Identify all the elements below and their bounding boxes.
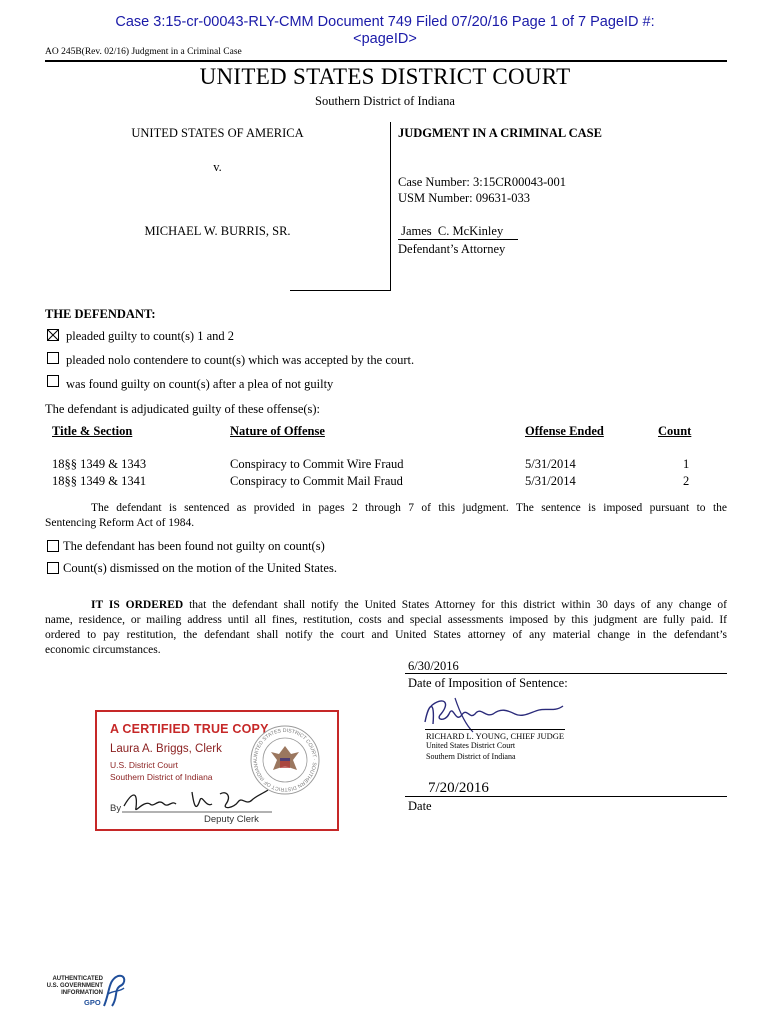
order-lead: IT IS ORDERED	[91, 599, 184, 611]
caption-divider	[390, 122, 391, 290]
nolo-checkbox[interactable]	[47, 352, 59, 364]
imposition-date: 6/30/2016	[408, 659, 459, 673]
stamp-title: A CERTIFIED TRUE COPY	[110, 722, 269, 736]
table-row-2-count: 2	[683, 474, 690, 488]
not-guilty-text: The defendant has been found not guilty on count(s)	[63, 539, 325, 553]
judge-name: RICHARD L. YOUNG, CHIEF JUDGE	[426, 731, 565, 741]
table-row-2-section: 18§§ 1349 & 1341	[52, 474, 147, 488]
defendant-name: MICHAEL W. BURRIS, SR.	[144, 224, 291, 238]
stamp-district: Southern District of Indiana	[110, 772, 213, 782]
signed-date: 7/20/2016	[428, 780, 489, 796]
guilty-checkbox[interactable]	[47, 329, 59, 341]
attorney-underline	[398, 239, 518, 240]
found-guilty-checkbox[interactable]	[47, 375, 59, 387]
col-count: Count	[658, 424, 692, 438]
option-nolo-contendere: pleaded nolo contendere to count(s) which was accepted by the court.	[66, 353, 415, 367]
order-line1	[91, 599, 727, 611]
order-line2: name, residence, or mailing address until all fines, restitution, costs and special assessments imposed by this judgment are fully paid. If	[45, 614, 727, 626]
seal-text: UNITED STATES DISTRICT COURT · SOUTHERN DISTRICT OF INDIANA	[252, 727, 318, 793]
order-line3: ordered to pay restitution, the defendant shall notify the court and United States attorney of any material change in the defendant’s	[45, 629, 727, 641]
not-guilty-checkbox[interactable]	[47, 540, 59, 552]
gpo-line2: U.S. GOVERNMENT	[46, 983, 103, 989]
sentence-line2: Sentencing Reform Act of 1984.	[45, 517, 195, 529]
document-title: JUDGMENT IN A CRIMINAL CASE	[398, 126, 602, 140]
stamp-deputy: Deputy Clerk	[204, 814, 259, 825]
certified-copy-stamp	[95, 710, 339, 831]
case-number: Case Number: 3:15CR00043-001	[398, 175, 567, 189]
gpo-line1: AUTHENTICATED	[52, 976, 103, 982]
dismissed-text: Count(s) dismissed on the motion of the United States.	[63, 561, 337, 575]
imposition-label: Date of Imposition of Sentence:	[408, 676, 568, 690]
gpo-mark: GPO	[84, 998, 101, 1007]
imposition-rule	[405, 673, 727, 674]
stamp-clerk: Laura A. Briggs, Clerk	[110, 743, 222, 755]
checkmark-x-icon	[48, 330, 58, 340]
col-offense-ended: Offense Ended	[525, 424, 604, 438]
gpo-line3: INFORMATION	[61, 990, 103, 996]
date-label: Date	[408, 799, 432, 813]
versus-label: v.	[213, 160, 222, 174]
defendant-heading: THE DEFENDANT:	[45, 307, 156, 321]
judge-district: Southern District of Indiana	[426, 752, 516, 761]
table-row-1-nature: Conspiracy to Commit Wire Fraud	[230, 457, 404, 471]
form-identifier: AO 245B(Rev. 02/16) Judgment in a Criminal Case	[45, 47, 242, 57]
court-district: Southern District of Indiana	[315, 94, 455, 108]
table-row-1-count: 1	[683, 457, 690, 471]
gpo-logo-text	[45, 976, 103, 997]
table-row-1-section: 18§§ 1349 & 1343	[52, 457, 147, 471]
usm-number: USM Number: 09631-033	[398, 191, 530, 205]
option-pleaded-guilty: pleaded guilty to count(s) 1 and 2	[66, 329, 235, 343]
col-title-section: Title & Section	[52, 424, 133, 438]
caption-bottom-rule	[290, 290, 391, 291]
dismissed-checkbox[interactable]	[47, 562, 59, 574]
option-found-guilty: was found guilty on count(s) after a plea of not guilty	[66, 377, 334, 391]
adjudicated-text: The defendant is adjudicated guilty of these offense(s):	[45, 402, 321, 416]
attorney-label: Defendant’s Attorney	[398, 242, 506, 256]
table-row-2-ended: 5/31/2014	[525, 474, 576, 488]
court-title: UNITED STATES DISTRICT COURT	[199, 64, 571, 89]
stamp-court: U.S. District Court	[110, 760, 179, 770]
order-line4: economic circumstances.	[45, 644, 161, 656]
judge-signature-rule	[425, 729, 565, 730]
stamp-by: By	[110, 803, 122, 814]
signed-date-rule	[405, 796, 727, 797]
order-line1-text: that the defendant shall notify the United States Attorney for this district within 30 days of any change of	[183, 599, 727, 611]
table-row-1-ended: 5/31/2014	[525, 457, 576, 471]
plaintiff-name: UNITED STATES OF AMERICA	[131, 126, 304, 140]
col-nature-offense: Nature of Offense	[230, 424, 325, 438]
filing-header-line1: Case 3:15-cr-00043-RLY-CMM Document 749 Filed 07/20/16 Page 1 of 7 PageID #:	[115, 14, 655, 30]
attorney-name: James C. McKinley	[398, 224, 504, 238]
gpo-eagle-icon	[100, 972, 128, 1010]
sentence-line1: The defendant is sentenced as provided in pages 2 through 7 of this judgment. The sentence is imposed pursuant to the	[91, 502, 727, 514]
court-seal-icon	[249, 724, 321, 796]
header-rule	[45, 60, 727, 62]
judge-court: United States District Court	[426, 741, 516, 750]
filing-header-line2: <pageID>	[353, 31, 417, 47]
table-row-2-nature: Conspiracy to Commit Mail Fraud	[230, 474, 403, 488]
